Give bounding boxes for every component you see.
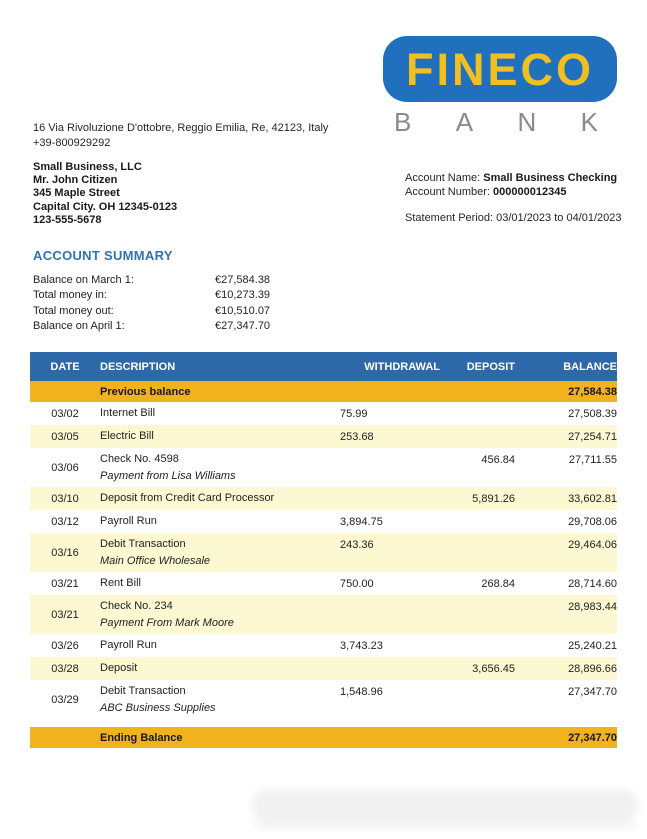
transaction-row <box>30 657 617 680</box>
transaction-description: Deposit <box>100 662 138 674</box>
cell-date: 03/02 <box>51 407 79 420</box>
cell-deposit <box>440 727 515 748</box>
cell-withdrawal: 3,743.23 <box>340 639 383 652</box>
cell-deposit <box>440 402 515 425</box>
transaction-row <box>30 448 617 487</box>
transaction-description: Rent Bill <box>100 577 141 589</box>
transaction-row <box>30 595 617 634</box>
cell-deposit <box>440 425 515 448</box>
cell-description <box>100 595 340 634</box>
cell-deposit: 5,891.26 <box>472 492 515 505</box>
statement-period-value: 03/01/2023 to 04/01/2023 <box>496 212 622 224</box>
cell-deposit <box>440 595 515 634</box>
transactions-header-row <box>30 352 617 381</box>
bank-phone: +39-800929292 <box>33 136 111 149</box>
header-withdrawal: WITHDRAWAL <box>340 352 440 381</box>
cell-description <box>100 402 340 425</box>
account-info-block <box>405 171 622 225</box>
fineco-logo-text: FINECO <box>405 43 594 95</box>
fineco-logo <box>383 36 617 102</box>
recipient-city: Capital City. OH 12345-0123 <box>33 200 178 213</box>
cell-balance: 29,708.06 <box>568 515 617 528</box>
cell-description <box>100 448 340 487</box>
cell-withdrawal <box>340 487 440 510</box>
recipient-block <box>33 161 177 227</box>
cell-withdrawal <box>340 657 440 680</box>
cell-withdrawal <box>340 727 440 748</box>
bank-letter: K <box>580 107 598 137</box>
account-name-value: Small Business Checking <box>483 172 618 184</box>
transaction-description: Check No. 4598 <box>100 452 179 465</box>
ending-balance-row <box>30 727 617 748</box>
header-description: DESCRIPTION <box>100 352 340 381</box>
recipient-company: Small Business, LLC <box>33 161 142 173</box>
statement-period-row <box>405 211 622 225</box>
cell-balance: 33,602.81 <box>568 492 617 505</box>
header-balance: BALANCE <box>515 352 617 381</box>
cell-balance: 28,983.44 <box>568 601 617 613</box>
transaction-description: Internet Bill <box>100 407 156 419</box>
summary-row <box>33 319 270 335</box>
cell-deposit: 268.84 <box>481 577 515 590</box>
cell-description <box>100 572 340 595</box>
summary-label: Balance on March 1: <box>33 273 134 286</box>
previous-balance-row-amount: 27,584.38 <box>568 385 617 398</box>
transactions-table <box>30 352 617 748</box>
summary-row <box>33 303 270 319</box>
transaction-row <box>30 634 617 657</box>
statement-period-label: Statement Period: <box>405 212 497 224</box>
header-deposit: DEPOSIT <box>440 352 515 381</box>
cell-withdrawal: 75.99 <box>340 407 368 420</box>
transaction-note: Payment from Lisa Williams <box>100 469 236 482</box>
cell-description <box>100 425 340 448</box>
transaction-description: Debit Transaction <box>100 537 186 550</box>
cell-description <box>100 487 340 510</box>
cell-description <box>100 634 340 657</box>
cell-deposit <box>440 634 515 657</box>
transaction-row <box>30 402 617 425</box>
account-summary-block <box>33 272 270 334</box>
transaction-description: Electric Bill <box>100 430 154 442</box>
account-summary-heading: ACCOUNT SUMMARY <box>33 248 173 263</box>
transaction-description: Check No. 234 <box>100 599 173 612</box>
cell-date: 03/10 <box>51 492 79 505</box>
cell-balance: 28,714.60 <box>568 577 617 590</box>
summary-row <box>33 288 270 304</box>
recipient-phone: 123-555-5678 <box>33 213 102 226</box>
cell-withdrawal <box>340 448 440 487</box>
cell-balance: 27,347.70 <box>568 686 617 698</box>
cell-date: 03/21 <box>51 577 79 590</box>
bank-letter: N <box>517 107 537 137</box>
cell-balance: 28,896.66 <box>568 662 617 675</box>
transaction-description: Payroll Run <box>100 515 157 527</box>
account-number-row <box>405 185 622 199</box>
header-date: DATE <box>30 352 100 381</box>
ending-balance-row-amount: 27,347.70 <box>568 731 617 744</box>
cell-description <box>100 533 340 572</box>
cell-date: 03/06 <box>51 461 79 474</box>
cell-deposit <box>440 381 515 402</box>
transaction-row <box>30 510 617 533</box>
bank-letter: B <box>394 107 412 137</box>
cell-date: 03/28 <box>51 662 79 675</box>
summary-value: €27,347.70 <box>215 320 271 333</box>
cell-deposit: 456.84 <box>481 454 515 466</box>
cell-withdrawal: 243.36 <box>340 539 374 551</box>
cell-balance: 29,464.06 <box>568 539 617 551</box>
account-name-label: Account Name: <box>405 172 484 184</box>
ending-balance-row-label: Ending Balance <box>100 731 183 744</box>
cell-balance: 27,254.71 <box>568 430 617 443</box>
transaction-row <box>30 487 617 510</box>
cell-deposit <box>440 510 515 533</box>
cell-withdrawal <box>340 381 440 402</box>
bank-wordmark <box>394 107 598 138</box>
summary-label: Total money out: <box>33 304 114 317</box>
cell-date: 03/05 <box>51 430 79 443</box>
cell-description <box>100 680 340 719</box>
transaction-note: Main Office Wholesale <box>100 554 211 567</box>
cell-withdrawal: 1,548.96 <box>340 686 383 698</box>
transaction-row <box>30 680 617 719</box>
cell-deposit <box>440 533 515 572</box>
transaction-row <box>30 533 617 572</box>
transactions-header <box>30 352 617 381</box>
transaction-note: Payment From Mark Moore <box>100 616 234 629</box>
summary-value: €10,273.39 <box>215 289 271 302</box>
cell-withdrawal <box>340 595 440 634</box>
cell-date <box>30 727 100 748</box>
account-name-row <box>405 171 622 185</box>
transactions-body <box>30 381 617 748</box>
summary-row <box>33 272 270 288</box>
watermark <box>252 789 638 823</box>
previous-balance-row <box>30 381 617 402</box>
cell-date: 03/16 <box>51 546 79 559</box>
transaction-row <box>30 572 617 595</box>
cell-date: 03/29 <box>51 693 79 706</box>
bank-address-block <box>33 121 328 150</box>
cell-date: 03/21 <box>51 608 79 621</box>
cell-withdrawal: 253.68 <box>340 430 374 443</box>
account-number-label: Account Number: <box>405 186 494 198</box>
bank-address-line: 16 Via Rivoluzione D'ottobre, Reggio Emilia, Re, 42123, Italy <box>33 122 329 134</box>
cell-withdrawal: 750.00 <box>340 577 374 590</box>
bank-letter: A <box>455 107 474 137</box>
cell-description <box>100 510 340 533</box>
cell-balance: 25,240.21 <box>568 639 617 652</box>
cell-balance: 27,508.39 <box>568 407 617 420</box>
cell-deposit <box>440 680 515 719</box>
recipient-street: 345 Maple Street <box>33 187 120 200</box>
transaction-note: ABC Business Supplies <box>100 701 216 714</box>
summary-label: Total money in: <box>33 289 107 302</box>
cell-description <box>100 657 340 680</box>
cell-date: 03/26 <box>51 639 79 652</box>
cell-balance: 27,711.55 <box>568 454 617 466</box>
cell-deposit: 3,656.45 <box>472 662 515 675</box>
cell-withdrawal: 3,894.75 <box>340 515 383 528</box>
previous-balance-row-label: Previous balance <box>100 385 191 398</box>
transaction-description: Deposit from Credit Card Processor <box>100 492 275 504</box>
cell-date <box>30 381 100 402</box>
spacer-row <box>30 719 617 727</box>
summary-value: €27,584.38 <box>215 273 271 286</box>
recipient-name: Mr. John Citizen <box>33 174 118 187</box>
summary-value: €10,510.07 <box>215 304 271 317</box>
account-number-value: 000000012345 <box>493 186 567 198</box>
summary-label: Balance on April 1: <box>33 320 125 333</box>
transaction-description: Debit Transaction <box>100 684 186 697</box>
cell-date: 03/12 <box>51 515 79 528</box>
transaction-row <box>30 425 617 448</box>
transaction-description: Payroll Run <box>100 639 157 651</box>
